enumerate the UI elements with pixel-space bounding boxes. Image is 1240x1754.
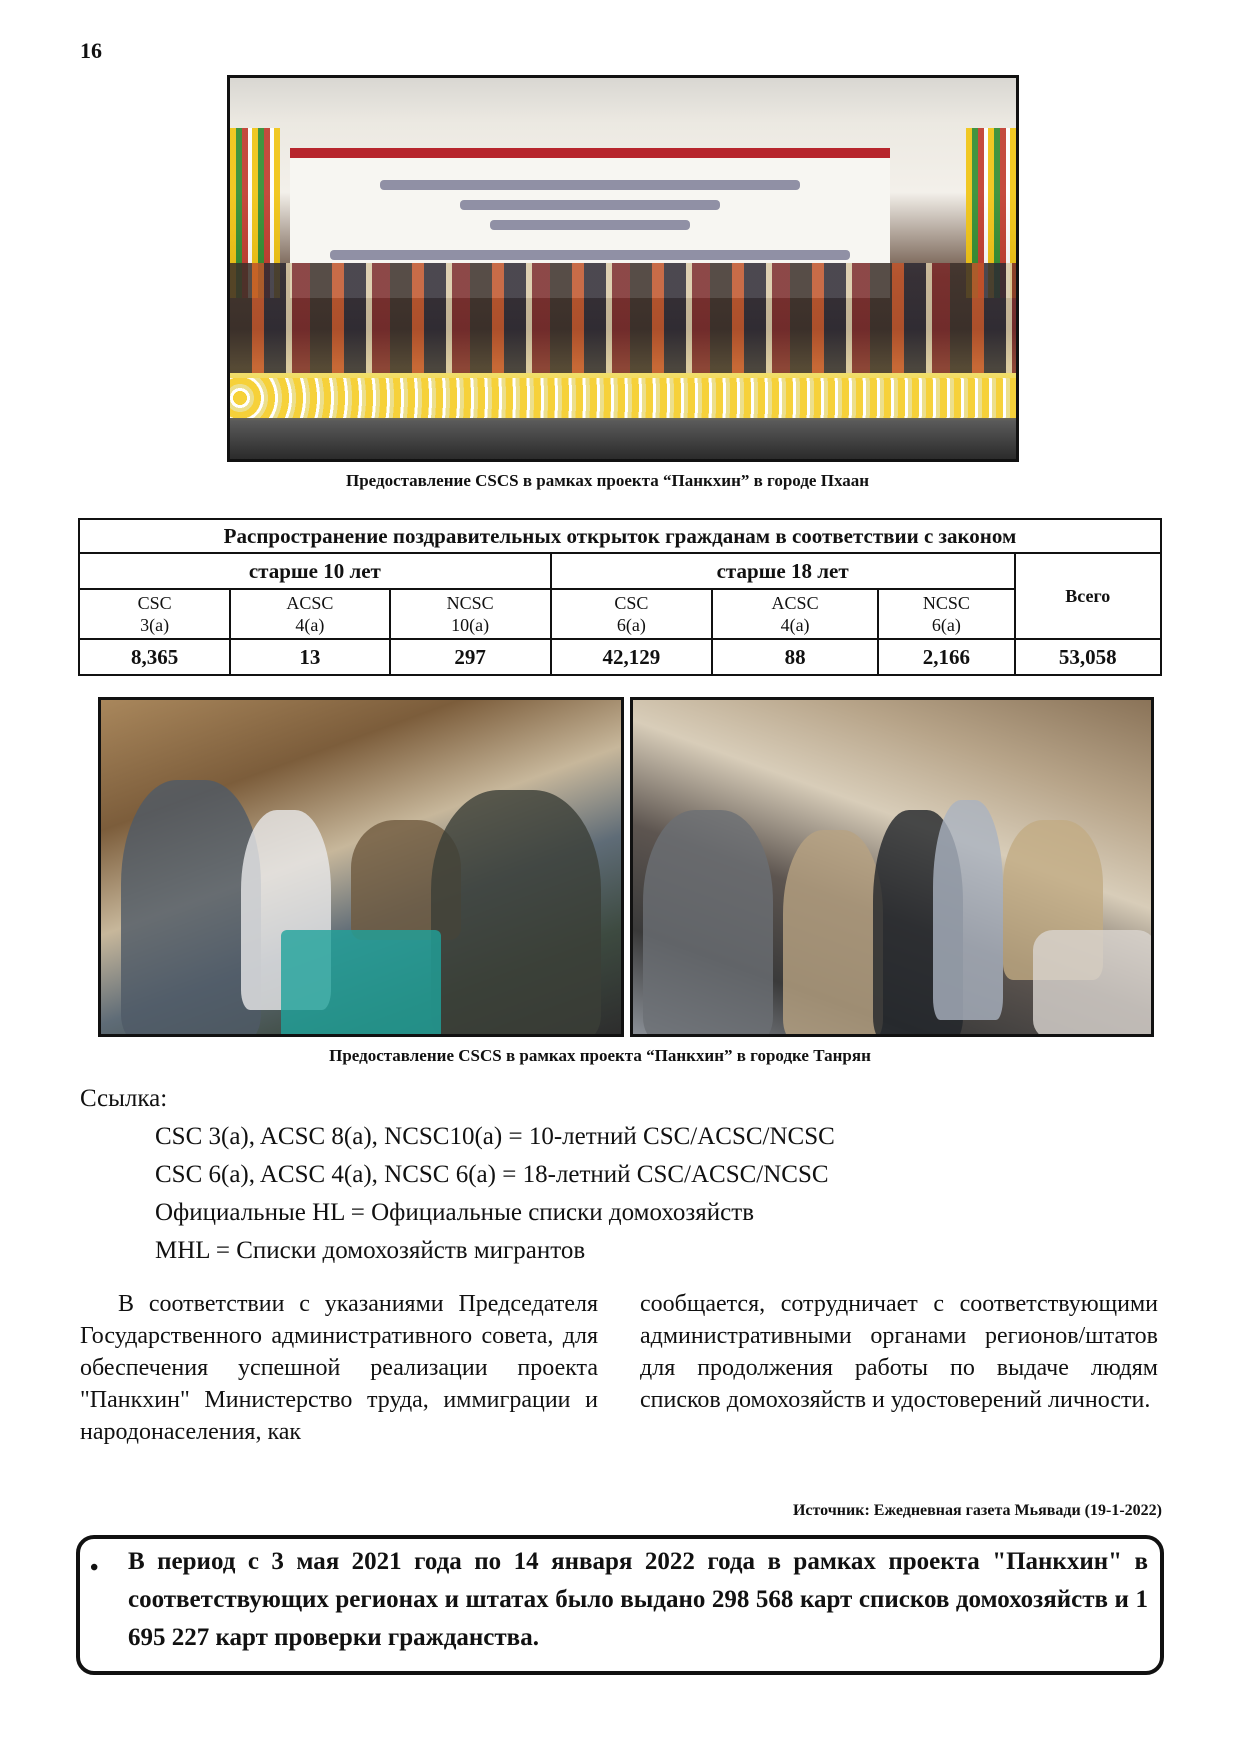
bullet-icon: • bbox=[90, 1555, 99, 1581]
reference-line: MHL = Списки домохозяйств мигрантов bbox=[155, 1237, 586, 1264]
reference-line: Официальные HL = Официальные списки домохозяйств bbox=[155, 1199, 754, 1226]
reference-title: Ссылка: bbox=[80, 1085, 168, 1112]
village-photo-left bbox=[98, 697, 624, 1037]
reference-line: CSC 3(a), ACSC 8(a), NCSC10(a) = 10-летний CSC/ACSC/NCSC bbox=[155, 1123, 835, 1150]
table-value: 88 bbox=[712, 639, 878, 675]
group-over-10: старше 10 лет bbox=[79, 553, 551, 589]
source-note: Источник: Ежедневная газета Мьявади (19-1-2022) bbox=[792, 1502, 1162, 1519]
body-text-right: сообщается, сотрудничает с соответствующими административными органами регионов/штатов для продолжения работы по выдаче людям списков домохозяйств и удостоверений личности. bbox=[640, 1291, 1158, 1413]
group-of-people bbox=[230, 263, 1016, 373]
column-header: ACSC 4(a) bbox=[712, 589, 878, 639]
body-text-left: В соответствии с указаниями Председателя Государственного административного совета, для обеспечения успешной реализации проекта "Панкхин" Министерство труда, иммиграции и народонаселения, как bbox=[80, 1291, 598, 1445]
ceremony-photo bbox=[227, 75, 1019, 462]
reference-line: CSC 6(a), ACSC 4(a), NCSC 6(a) = 18-летний CSC/ACSC/NCSC bbox=[155, 1161, 829, 1188]
highlight-text: В период с 3 мая 2021 года по 14 января 2022 года в рамках проекта "Панкхин" в соответствующих регионах и штатах было выдано 298 568 карт списков домохозяйств и 1 695 227 карт проверки гражданства. bbox=[128, 1548, 1148, 1651]
table-value: 42,129 bbox=[551, 639, 712, 675]
flower-decoration bbox=[230, 378, 1016, 418]
top-photo-caption: Предоставление CSCS в рамках проекта “Панкхин” в городе Пхаан bbox=[345, 471, 870, 490]
column-header: ACSC 4(a) bbox=[230, 589, 389, 639]
table-title: Распространение поздравительных открыток гражданам в соответствии с законом bbox=[79, 519, 1161, 553]
table-value: 8,365 bbox=[79, 639, 230, 675]
statistics-table bbox=[78, 518, 1162, 676]
table-value: 13 bbox=[230, 639, 389, 675]
page-number: 16 bbox=[80, 38, 102, 63]
bottom-photo-caption: Предоставление CSCS в рамках проекта “Панкхин” в городке Танрян bbox=[329, 1046, 871, 1065]
total-header: Всего bbox=[1015, 553, 1161, 639]
column-header: NCSC 6(a) bbox=[878, 589, 1014, 639]
column-header: CSC 3(a) bbox=[79, 589, 230, 639]
village-photo-right bbox=[630, 697, 1154, 1037]
table-total-value: 53,058 bbox=[1015, 639, 1161, 675]
column-header: CSC 6(a) bbox=[551, 589, 712, 639]
table-value: 297 bbox=[390, 639, 551, 675]
table-value: 2,166 bbox=[878, 639, 1014, 675]
column-header: NCSC 10(a) bbox=[390, 589, 551, 639]
group-over-18: старше 18 лет bbox=[551, 553, 1015, 589]
